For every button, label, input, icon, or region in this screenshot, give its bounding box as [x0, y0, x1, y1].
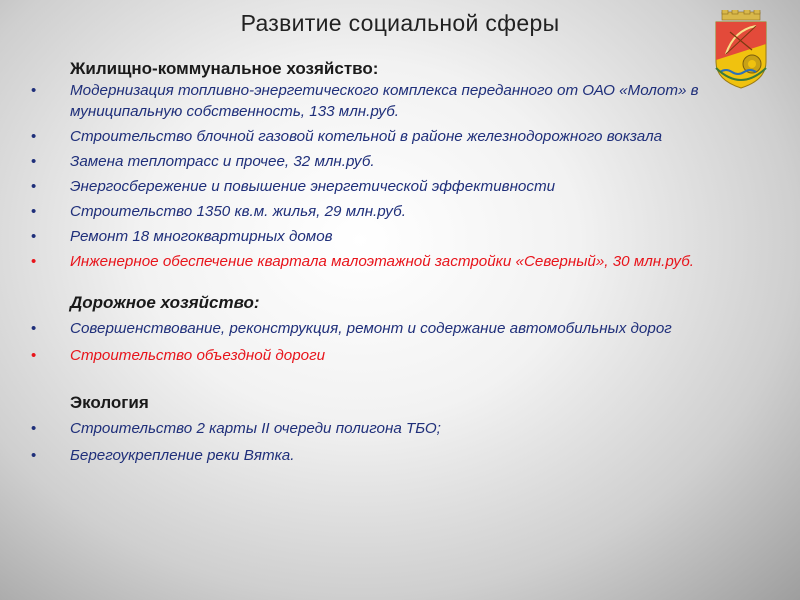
bullet: •: [31, 178, 37, 195]
bullet: •: [31, 203, 37, 220]
section-heading: Жилищно-коммунальное хозяйство:: [70, 59, 379, 78]
bullet: •: [31, 153, 37, 170]
bullet: •: [31, 420, 37, 437]
list-item: • Энергосбережение и повышение энергетической эффективности: [31, 178, 556, 195]
bullet: •: [31, 82, 37, 99]
bullet: •: [31, 447, 37, 464]
list-item: • Строительство блочной газовой котельной в районе железнодорожного вокзала: [31, 128, 663, 145]
list-item: • Строительство 1350 кв.м. жилья, 29 млн.руб.: [31, 203, 406, 220]
section-heading: Экология: [70, 393, 149, 412]
list-item: • Совершенствование, реконструкция, ремонт и содержание автомобильных дорог: [31, 320, 672, 337]
section-roads: [0, 292, 760, 366]
list-item: • Берегоукрепление реки Вятка.: [31, 447, 295, 464]
list-item: • Инженерное обеспечение квартала малоэтажной застройки «Северный», 30 млн.руб.: [31, 253, 695, 270]
bullet: •: [31, 228, 37, 245]
bullet: •: [31, 320, 37, 337]
bullet: •: [31, 347, 37, 364]
content: [0, 58, 760, 466]
list-item: • Ремонт 18 многоквартирных домов: [31, 228, 333, 245]
section-housing: [0, 58, 760, 272]
list-item: • Строительство 2 карты II очереди полигона ТБО;: [31, 420, 441, 437]
slide-title: Развитие социальной сферы: [240, 10, 560, 36]
bullet: •: [31, 253, 37, 270]
list-item: • Модернизация топливно-энергетического комплекса переданного от ОАО «Молот» в муниципальную собственность, 133 млн.руб.: [31, 82, 699, 120]
bullet: •: [31, 128, 37, 145]
section-heading: Дорожное хозяйство:: [70, 293, 260, 312]
list-item: • Строительство объездной дороги: [31, 347, 326, 364]
section-ecology: [0, 392, 760, 466]
list-item: • Замена теплотрасс и прочее, 32 млн.руб.: [31, 153, 375, 170]
